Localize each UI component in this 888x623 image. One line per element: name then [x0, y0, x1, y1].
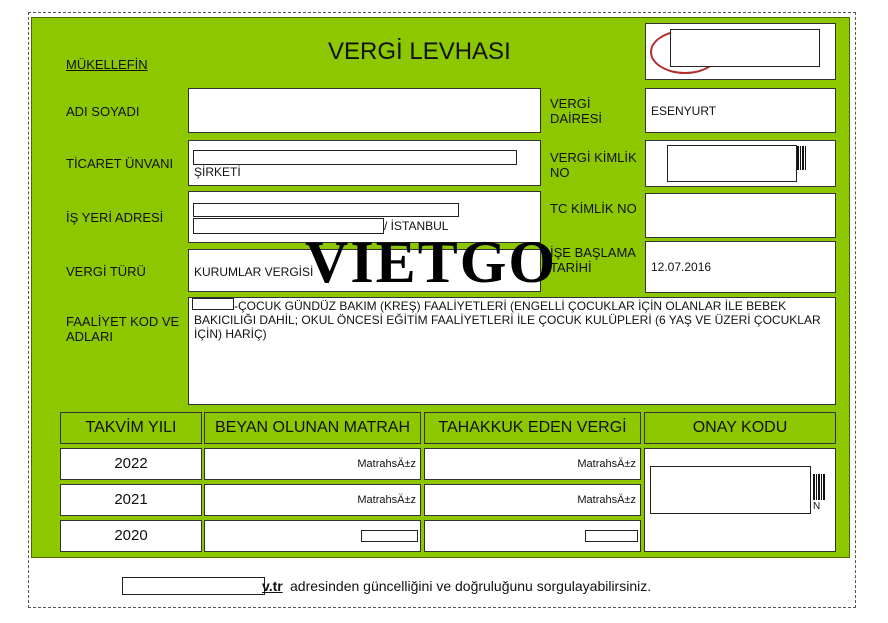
activity-value: -ÇOCUK GÜNDÜZ BAKIM (KREŞ) FAALİYETLERİ (ENGELLİ ÇOCUKLAR İÇİN OLANLAR İLE BEBEK BAKICILIĞI DAHİL; OKUL ÖNCESİ EĞİTİM FAALİYETLERİ İLE ÇOCUK KULÜPLERİ (6 YAŞ VE ÜZERİ ÇOCUKLAR İÇİN) HARİÇ): [194, 299, 821, 341]
name-label: ADI SOYADI: [66, 104, 140, 119]
header-declared-base: BEYAN OLUNAN MATRAH: [204, 412, 421, 444]
tax-id-label: VERGİ KİMLİK NO: [550, 150, 637, 180]
tax-cell: MatrahsÄ±z: [424, 448, 641, 480]
header-accrued-tax: TAHAKKUK EDEN VERGİ: [424, 412, 641, 444]
redacted-approval-code: [650, 466, 811, 514]
redacted-domain: [122, 577, 265, 595]
year-cell: 2022: [60, 448, 202, 480]
base-cell: MatrahsÄ±z: [204, 484, 421, 516]
tc-id-field: [645, 193, 836, 238]
year-cell: 2020: [60, 520, 202, 552]
redacted-base-2020: [361, 530, 418, 542]
domain-suffix: v.tr: [262, 578, 283, 594]
tax-office-label: VERGİ DAİRESİ: [550, 96, 603, 126]
barcode-icon: [813, 474, 827, 500]
redacted-address-line1: [193, 203, 459, 217]
trade-name-label: TİCARET ÜNVANI: [66, 156, 174, 171]
trade-name-value: ŞİRKETİ: [194, 165, 241, 179]
address-value: / İSTANBUL: [384, 219, 449, 233]
watermark: VIETGO: [305, 229, 558, 295]
header-approval-code: ONAY KODU: [644, 412, 836, 444]
taxpayer-label: MÜKELLEFİN: [66, 57, 148, 72]
redacted-tax-2020: [585, 530, 638, 542]
tax-type-label: VERGİ TÜRÜ: [66, 264, 146, 279]
tax-office-value: ESENYURT: [651, 104, 717, 118]
tc-id-label: TC KİMLİK NO: [550, 201, 637, 216]
base-cell: MatrahsÄ±z: [204, 448, 421, 480]
page-title: VERGİ LEVHASI: [328, 38, 511, 65]
name-field: [188, 88, 541, 133]
footer-text: adresinden güncelliğini ve doğruluğunu sorgulayabilirsiniz.: [290, 578, 652, 594]
approval-code-suffix: N: [813, 501, 821, 512]
year-cell: 2021: [60, 484, 202, 516]
tax-cell: MatrahsÄ±z: [424, 484, 641, 516]
start-date-value: 12.07.2016: [651, 260, 712, 274]
redacted-stamp-text: [670, 29, 820, 67]
start-date-label: İŞE BAŞLAMA TARİHİ: [550, 245, 636, 275]
address-label: İŞ YERİ ADRESİ: [66, 210, 164, 225]
header-calendar-year: TAKVİM YILI: [60, 412, 202, 444]
activity-label: FAALİYET KOD VE ADLARI: [66, 314, 180, 344]
tax-type-value: KURUMLAR VERGİSİ: [194, 265, 314, 279]
barcode-icon: [797, 146, 807, 170]
redacted-tax-id: [667, 145, 797, 182]
redacted-trade-name: [193, 150, 517, 165]
